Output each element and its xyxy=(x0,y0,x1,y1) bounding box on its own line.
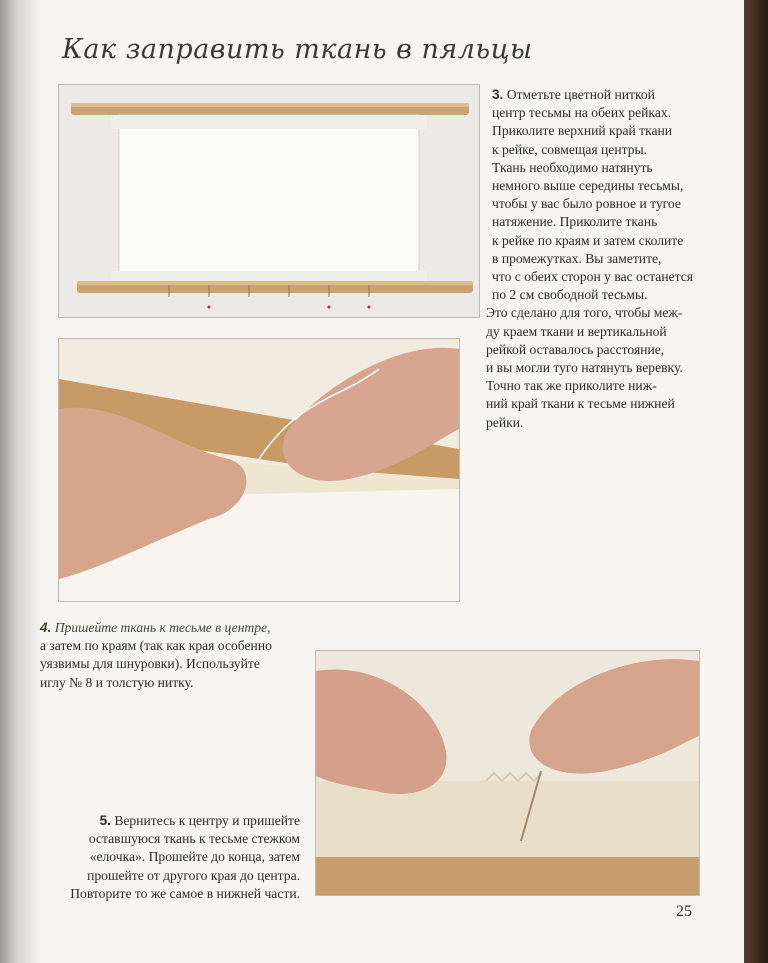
step-4-number: 4. xyxy=(40,620,52,635)
step-5-line: Вернитесь к центру и пришейте xyxy=(114,813,300,828)
step-3-line: центр тесьмы на обеих рейках. xyxy=(492,105,672,121)
book-edge xyxy=(744,0,768,963)
step-3-number: 3. xyxy=(492,87,504,102)
step-3-line: и вы могли туго натянуть веревку. xyxy=(486,360,683,376)
step-3-line: Ткань необходимо натянуть xyxy=(492,159,653,175)
step-3-text xyxy=(486,86,728,432)
step-4-line: а затем по краям (так как края особенно xyxy=(40,638,272,654)
stitch-illustration xyxy=(316,651,699,895)
step-5-number: 5. xyxy=(99,813,111,828)
step-5-line: «елочка». Прошейте до конца, затем xyxy=(89,849,300,865)
hands-illustration xyxy=(59,339,459,601)
photo-hands-stitching-center xyxy=(58,338,460,602)
step-5-line: Повторите то же самое в нижней части. xyxy=(70,885,300,901)
step-3-line: натяжение. Приколите ткань xyxy=(492,214,658,230)
step-3-line: по 2 см свободной тесьмы. xyxy=(492,287,648,303)
page-gutter xyxy=(0,0,40,963)
step-3-line: немного выше середины тесьмы, xyxy=(492,178,684,194)
page-title: Как заправить ткань в пяльцы xyxy=(62,34,533,65)
step-3-line: Приколите верхний край ткани xyxy=(492,123,673,139)
page-number: 25 xyxy=(676,903,692,920)
step-3-line: рейки. xyxy=(486,414,524,430)
step-5-text xyxy=(52,812,300,903)
step-4-text xyxy=(40,619,302,692)
step-3-line: рейкой оставалось расстояние, xyxy=(486,341,665,357)
step-3-line: чтобы у вас было ровное и тугое xyxy=(492,196,681,212)
step-3-line: Это сделано для того, чтобы меж- xyxy=(486,305,683,321)
frame-illustration xyxy=(59,85,479,317)
step-3-line: что с обеих сторон у вас останется xyxy=(492,269,694,285)
step-3-line: к рейке, совмещая центры. xyxy=(492,141,648,157)
step-3-line: ду краем ткани и вертикальной xyxy=(486,323,667,339)
step-4-heading: Пришейте ткань к тесьме в центре, xyxy=(54,620,271,635)
photo-herringbone-stitch xyxy=(315,650,700,896)
step-5-line: прошейте от другого края до центра. xyxy=(87,867,300,883)
step-4-line: уязвимы для шнуровки). Используйте xyxy=(40,656,260,672)
step-3-line: Отметьте цветной ниткой xyxy=(506,87,655,102)
step-3-line: Точно так же приколите ниж- xyxy=(486,378,657,394)
step-3-line: в промежутках. Вы заметите, xyxy=(492,250,662,266)
photo-frame-with-fabric xyxy=(58,84,480,318)
step-3-line: к рейке по краям и затем сколите xyxy=(492,232,684,248)
step-5-line: оставшуюся ткань к тесьме стежком xyxy=(88,831,300,847)
step-4-line: иглу № 8 и толстую нитку. xyxy=(40,674,194,690)
step-3-line: ний край ткани к тесьме нижней xyxy=(486,396,675,412)
